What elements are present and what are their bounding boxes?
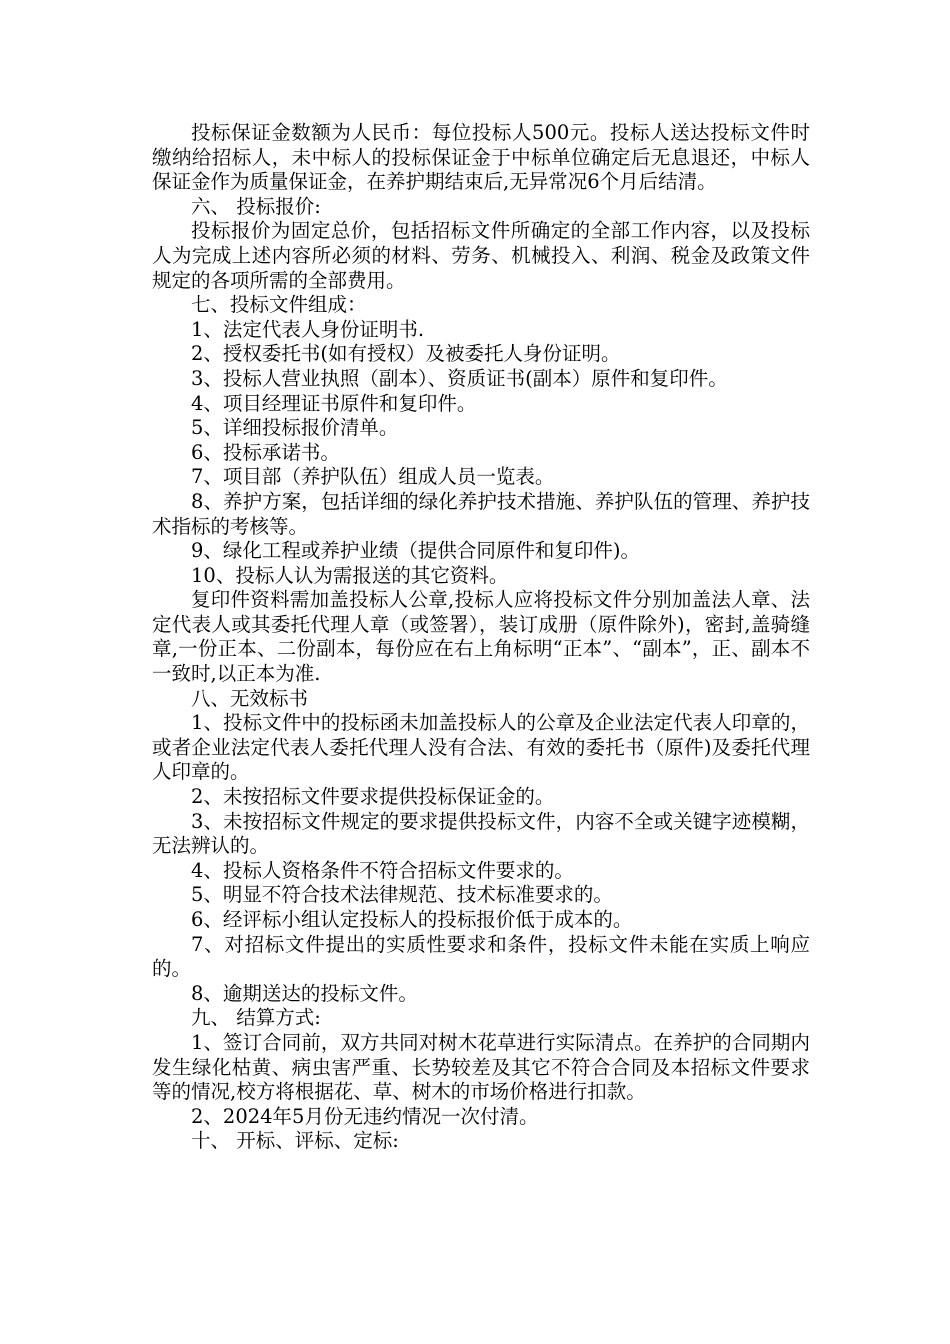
list-item: 6、投标承诺书。 — [191, 440, 340, 464]
list-item: 9、绿化工程或养护业绩（提供合同原件和复印件)。 — [191, 539, 641, 563]
list-item: 10、投标人认为需报送的其它资料。 — [191, 563, 509, 587]
list-item: 7、对招标文件提出的实质性要求和条件，投标文件未能在实质上响应的。 — [152, 932, 810, 981]
heading-settlement: 九、 结算方式: — [191, 1006, 321, 1030]
heading-bid-price: 六、 投标报价: — [191, 194, 321, 218]
list-item: 8、养护方案，包括详细的绿化养护技术措施、养护队伍的管理、养护技术指标的考核等。 — [152, 489, 810, 538]
document-page — [152, 121, 810, 1154]
list-item: 8、逾期送达的投标文件。 — [191, 981, 418, 1005]
paragraph-bid-price: 投标报价为固定总价，包括招标文件所确定的全部工作内容，以及投标人为完成上述内容所必须的材料、劳务、机械投入、利润、税金及政策文件规定的各项所需的全部费用。 — [152, 219, 810, 292]
list-item: 2、2024年5月份无违约情况一次付清。 — [191, 1104, 539, 1128]
paragraph-copy-requirements: 复印件资料需加盖投标人公章,投标人应将投标文件分别加盖法人章、法定代表人或其委托代理人章（或签署），装订成册（原件除外)，密封,盖骑缝章,一份正本、二份副本，每份应在右上角标明“正本”、“副本”，正、副本不一致时,以正本为准. — [152, 588, 810, 686]
list-item: 4、项目经理证书原件和复印件。 — [191, 391, 477, 415]
list-item: 2、未按招标文件要求提供投标保证金的。 — [191, 785, 555, 809]
list-item: 7、项目部（养护队伍）组成人员一览表。 — [191, 465, 555, 489]
paragraph-bid-bond: 投标保证金数额为人民币：每位投标人500元。投标人送达投标文件时缴纳给招标人，未中标人的投标保证金于中标单位确定后无息退还，中标人保证金作为质量保证金，在养护期结束后,无异常况6个月后结清。 — [152, 121, 810, 194]
list-item: 4、投标人资格条件不符合招标文件要求的。 — [191, 858, 574, 882]
heading-invalid-bids: 八、无效标书 — [191, 686, 309, 710]
list-item: 1、法定代表人身份证明书. — [191, 317, 425, 341]
heading-bid-documents: 七、投标文件组成： — [191, 293, 367, 317]
list-item: 2、授权委托书(如有授权）及被委托人身份证明。 — [191, 342, 621, 366]
heading-bid-opening: 十、 开标、评标、定标: — [191, 1129, 399, 1153]
list-item: 3、未按招标文件规定的要求提供投标文件，内容不全或关键字迹模糊，无法辨认的。 — [152, 809, 810, 858]
list-item: 6、经评标小组认定投标人的投标报价低于成本的。 — [191, 908, 633, 931]
list-item: 5、详细投标报价清单。 — [191, 416, 399, 440]
list-item: 1、签订合同前，双方共同对树木花草进行实际清点。在养护的合同期内发生绿化枯黄、病虫害严重、长势较差及其它不符合合同及本招标文件要求等的情况,校方将根据花、草、树木的市场价格进行扣款。 — [152, 1030, 810, 1104]
list-item: 5、明显不符合技术法律规范、技术标准要求的。 — [191, 883, 613, 907]
list-item: 1、投标文件中的投标函未加盖投标人的公章及企业法定代表人印章的，或者企业法定代表人委托代理人没有合法、有效的委托书（原件)及委托代理人印章的。 — [152, 711, 810, 784]
list-item: 3、投标人营业执照（副本）、资质证书(副本）原件和复印件。 — [191, 366, 728, 390]
